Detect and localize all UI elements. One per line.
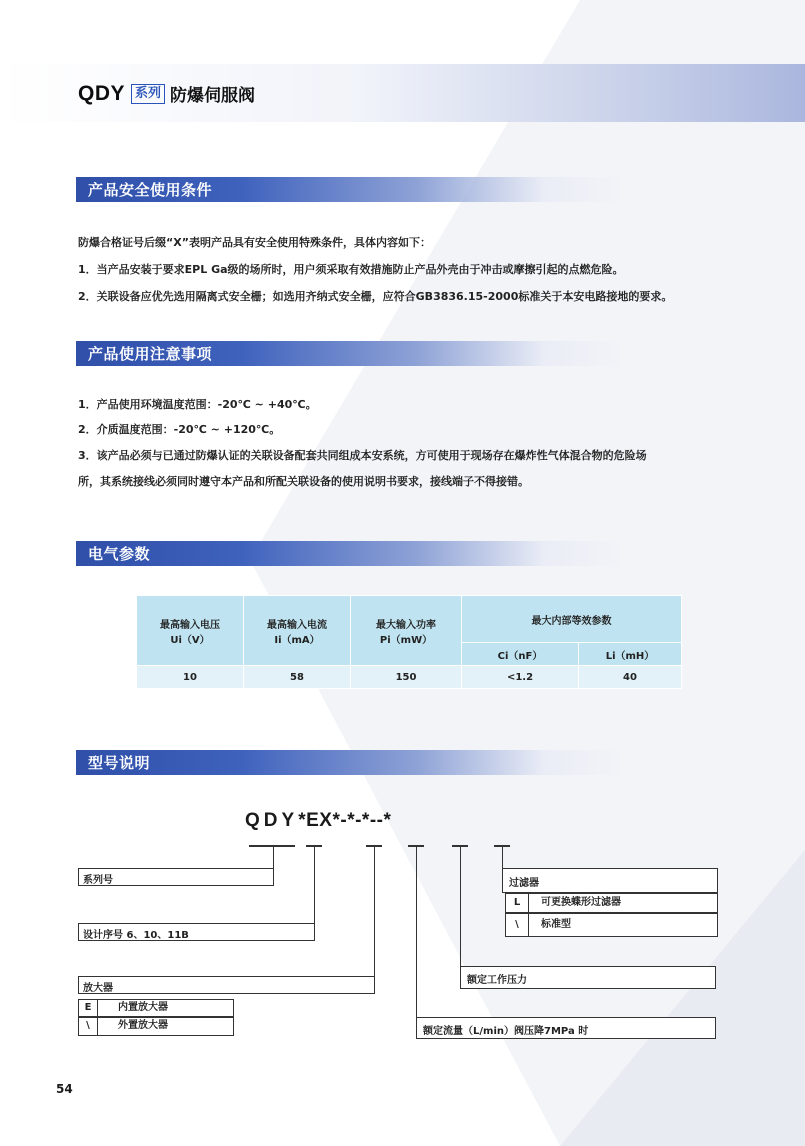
model-code <box>245 810 391 832</box>
page-number: 54 <box>56 1082 73 1096</box>
code-part: - <box>376 810 384 831</box>
brand-title: QDY <box>78 81 126 105</box>
section-title: 型号说明 <box>88 754 151 772</box>
series-badge: 系列 <box>131 84 165 104</box>
header-ci: Ci（nF） <box>462 643 579 666</box>
code-qdy: QDY <box>245 810 299 831</box>
pressure-box: 额定工作压力 <box>460 966 716 989</box>
section-title: 产品安全使用条件 <box>88 181 213 199</box>
amp-e-code: E <box>78 999 98 1017</box>
notes-item-3b: 所，其系统接线必须同时遵守本产品和所配关联设备的使用说明书要求，接线端子不得接错。 <box>78 475 529 488</box>
product-title: 防爆伺服阀 <box>170 86 256 106</box>
code-part: - <box>369 810 377 831</box>
code-part: - <box>340 810 348 831</box>
electrical-params-table <box>136 595 682 689</box>
section-title: 电气参数 <box>88 545 151 563</box>
code-part: EX <box>306 810 333 831</box>
amp-e-text: 内置放大器 <box>97 999 234 1017</box>
filter-box: 过滤器 <box>502 868 718 893</box>
amp-x-code: \ <box>78 1017 98 1036</box>
code-part: * <box>347 810 356 831</box>
code-part: * <box>383 810 392 831</box>
underline-qdy <box>249 845 295 847</box>
code-part: * <box>298 810 307 831</box>
header-li: Li（mH） <box>579 643 682 666</box>
value-ui: 10 <box>137 666 244 689</box>
header-ui: 最高输入电压 Ui（V） <box>137 596 244 666</box>
notes-item-3a: 3．该产品必须与已通过防爆认证的关联设备配套共同组成本安系统，方可使用于现场存在爆炸性气体混合物的危险场 <box>78 449 647 462</box>
filter-x-text: 标准型 <box>528 913 718 937</box>
code-part: * <box>361 810 370 831</box>
filter-l-code: L <box>505 893 529 913</box>
leader-filter <box>502 847 503 869</box>
header-internal: 最大内部等效参数 <box>462 596 682 643</box>
page-header <box>0 64 805 122</box>
flow-box: 额定流量（L/min）阀压降7MPa 时 <box>416 1017 716 1039</box>
amp-x-text: 外置放大器 <box>97 1017 234 1036</box>
design-box: 设计序号 6、10、11B <box>78 923 315 941</box>
section-safety-header <box>76 177 626 202</box>
section-electrical-header <box>76 541 626 566</box>
code-part: * <box>332 810 341 831</box>
section-model-header <box>76 750 626 775</box>
notes-item-2: 2．介质温度范围：-20℃ ~ +120℃。 <box>78 423 281 436</box>
safety-item-2: 2．关联设备应优先选用隔离式安全栅；如选用齐纳式安全栅，应符合GB3836.15-2000标准关于本安电路接地的要求。 <box>78 290 673 303</box>
leader-flow <box>416 847 417 1018</box>
leader-pressure <box>460 847 461 967</box>
safety-intro: 防爆合格证号后缀“X”表明产品具有安全使用特殊条件，具体内容如下： <box>78 236 431 249</box>
filter-x-code: \ <box>505 913 529 937</box>
amp-box: 放大器 <box>78 976 375 994</box>
section-notes-header <box>76 341 626 366</box>
notes-item-1: 1．产品使用环境温度范围：-20℃ ~ +40℃。 <box>78 398 317 411</box>
series-box: 系列号 <box>78 868 274 886</box>
value-li: 40 <box>579 666 682 689</box>
filter-l-text: 可更换蝶形过滤器 <box>528 893 718 913</box>
header-ii: 最高输入电流 Ii（mA） <box>244 596 351 666</box>
value-ci: <1.2 <box>462 666 579 689</box>
value-pi: 150 <box>351 666 462 689</box>
leader-amp <box>374 847 375 979</box>
section-title: 产品使用注意事项 <box>88 345 213 363</box>
code-part: - <box>355 810 362 831</box>
safety-item-1: 1．当产品安装于要求EPL Ga级的场所时，用户须采取有效措施防止产品外壳由于冲击或摩擦引起的点燃危险。 <box>78 263 624 276</box>
header-pi: 最大输入功率 Pi（mW） <box>351 596 462 666</box>
value-ii: 58 <box>244 666 351 689</box>
